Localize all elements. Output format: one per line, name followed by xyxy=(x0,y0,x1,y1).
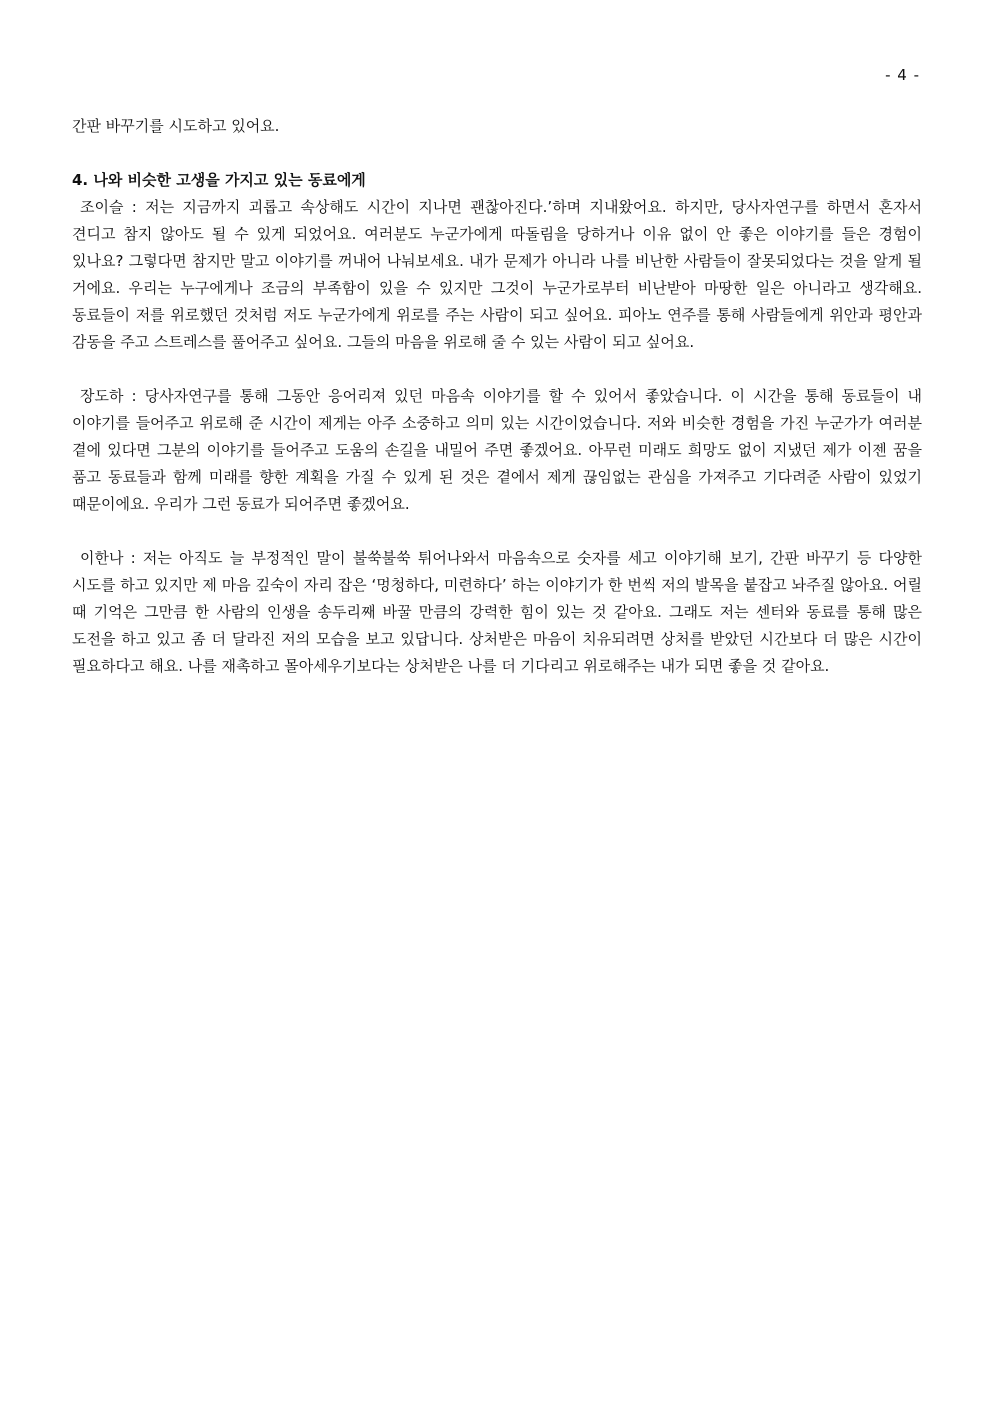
paragraph-joiseul: 조이슬 : 저는 지금까지 괴롭고 속상해도 시간이 지나면 괜찮아진다.’하며 지내왔어요. 하지만, 당사자연구를 하면서 혼자서 견디고 참지 않아도 될 수 있게 되었어요. 여러분도 누군가에게 따돌림을 당하거나 이유 없이 안 좋은 이야기를 들은 경험이 있나요? 그렇다면 참지만 말고 이야기를 꺼내어 나눠보세요. 내가 문제가 아니라 나를 비난한 사람들이 잘못되었다는 것을 알게 될 거에요. 우리는 누구에게나 조금의 부족함이 있을 수 있지만 그것이 누군가로부터 비난받아 마땅한 일은 아니라고 생각해요. 동료들이 저를 위로했던 것처럼 저도 누군가에게 위로를 주는 사람이 되고 싶어요. 피아노 연주를 통해 사람들에게 위안과 평안과 감동을 주고 스트레스를 풀어주고 싶어요. 그들의 마음을 위로해 줄 수 있는 사람이 되고 싶어요. xyxy=(72,198,922,351)
paragraph-jangdoha: 장도하 : 당사자연구를 통해 그동안 응어리져 있던 마음속 이야기를 할 수 있어서 좋았습니다. 이 시간을 통해 동료들이 내 이야기를 들어주고 위로해 준 시간이 제게는 아주 소중하고 의미 있는 시간이었습니다. 저와 비슷한 경험을 가진 누군가가 여러분 곁에 있다면 그분의 이야기를 들어주고 도움의 손길을 내밀어 주면 좋겠어요. 아무런 미래도 희망도 없이 지냈던 제가 이젠 꿈을 품고 동료들과 함께 미래를 향한 계획을 가질 수 있게 된 것은 곁에서 제게 끊임없는 관심을 가져주고 기다려준 사람이 있었기 때문이에요. 우리가 그런 동료가 되어주면 좋겠어요. xyxy=(72,387,922,513)
carryover-paragraph: 간판 바꾸기를 시도하고 있어요. xyxy=(72,117,280,135)
document-body xyxy=(72,113,922,680)
page-number: - 4 - xyxy=(885,66,920,84)
section-title: 4. 나와 비슷한 고생을 가지고 있는 동료에게 xyxy=(72,171,366,189)
paragraph-leehanna: 이한나 : 저는 아직도 늘 부정적인 말이 불쑥불쑥 튀어나와서 마음속으로 숫자를 세고 이야기해 보기, 간판 바꾸기 등 다양한 시도를 하고 있지만 제 마음 깊숙이 자리 잡은 ‘멍청하다, 미련하다’ 하는 이야기가 한 번씩 저의 발목을 붙잡고 놔주질 않아요. 어릴 때 기억은 그만큼 한 사람의 인생을 송두리째 바꿀 만큼의 강력한 힘이 있는 것 같아요. 그래도 저는 센터와 동료를 통해 많은 도전을 하고 있고 좀 더 달라진 저의 모습을 보고 있답니다. 상처받은 마음이 치유되려면 상처를 받았던 시간보다 더 많은 시간이 필요하다고 해요. 나를 재촉하고 몰아세우기보다는 상처받은 나를 더 기다리고 위로해주는 내가 되면 좋을 것 같아요. xyxy=(72,549,922,675)
paragraph-spacer xyxy=(72,356,922,383)
paragraph-spacer xyxy=(72,518,922,545)
